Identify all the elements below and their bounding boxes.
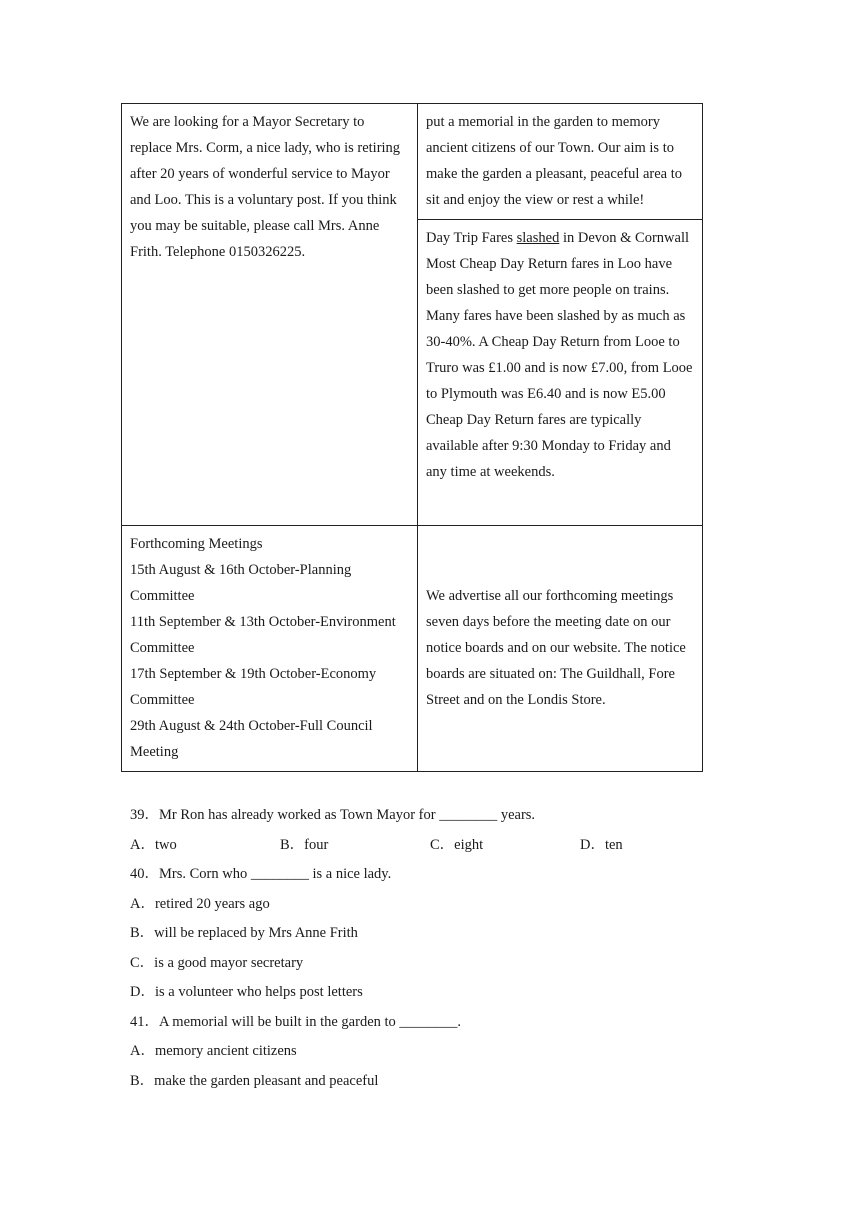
option-d: D．is a volunteer who helps post letters <box>130 984 363 1000</box>
question-39-stem: 39．Mr Ron has already worked as Town Mayor for ________ years. <box>130 807 536 823</box>
question-40-stem: 40．Mrs. Corn who ________ is a nice lady. <box>130 866 392 882</box>
memorial-text: put a memorial in the garden to memory ancient citizens of our Town. Our aim is to make the garden a pleasant, peaceful area to sit and enjoy the view or rest a while! <box>426 114 683 208</box>
meeting-item: 29th August & 24th October-Full Council Meeting <box>130 718 373 760</box>
option-c: C．is a good mayor secretary <box>130 954 304 971</box>
option-c: C．eight <box>430 836 484 853</box>
meeting-item: 17th September & 19th October-Economy Committee <box>130 666 377 708</box>
question-39-options <box>130 831 750 861</box>
fares-text: Most Cheap Day Return fares in Loo have been slashed to get more people on trains. Many fares have been slashed by as much as 30-40%. A Cheap Day Return from Looe to Truro was £1.00 and is now £7.00, from Looe to Plymouth was E6.40 and is now E5.00 Cheap Day Return fares are typically available after 9:30 Monday to Friday and any time at weekends. <box>426 256 693 480</box>
day-trip-fares-notice <box>418 220 703 526</box>
secretary-text: We are looking for a Mayor Secretary to replace Mrs. Corm, a nice lady, who is retiring after 20 years of wonderful service to Mayor and Loo. This is a voluntary post. If you think you may be suitable, please call Mrs. Anne Frith. Telephone 0150326225. <box>130 114 401 260</box>
meeting-item: 11th September & 13th October-Environment Committee <box>130 614 396 656</box>
questions-section <box>130 801 750 1096</box>
option-b: B．four <box>280 836 329 853</box>
mayor-secretary-notice <box>122 104 418 526</box>
slashed-word: slashed <box>516 230 560 246</box>
fares-title: Day Trip Fares slashed in Devon & Cornwall <box>426 230 690 246</box>
memorial-notice <box>418 104 703 220</box>
option-b: B．will be replaced by Mrs Anne Frith <box>130 925 358 941</box>
forthcoming-meetings-notice <box>122 526 418 772</box>
meeting-item: 15th August & 16th October-Planning Committee <box>130 562 352 604</box>
notice-table <box>121 103 703 772</box>
option-a: A．retired 20 years ago <box>130 895 270 912</box>
meetings-title: Forthcoming Meetings <box>130 536 263 552</box>
option-a: A．two <box>130 836 177 853</box>
option-a: A．memory ancient citizens <box>130 1043 297 1059</box>
advertise-meetings-notice <box>418 526 703 772</box>
option-d: D．ten <box>580 836 623 853</box>
advertise-text: We advertise all our forthcoming meetings seven days before the meeting date on our notice boards and on our website. The notice boards are situated on: The Guildhall, Fore Street and on the Londis Store. <box>426 588 686 708</box>
option-b: B．make the garden pleasant and peaceful <box>130 1072 379 1089</box>
question-41-stem: 41．A memorial will be built in the garden to ________. <box>130 1013 462 1030</box>
